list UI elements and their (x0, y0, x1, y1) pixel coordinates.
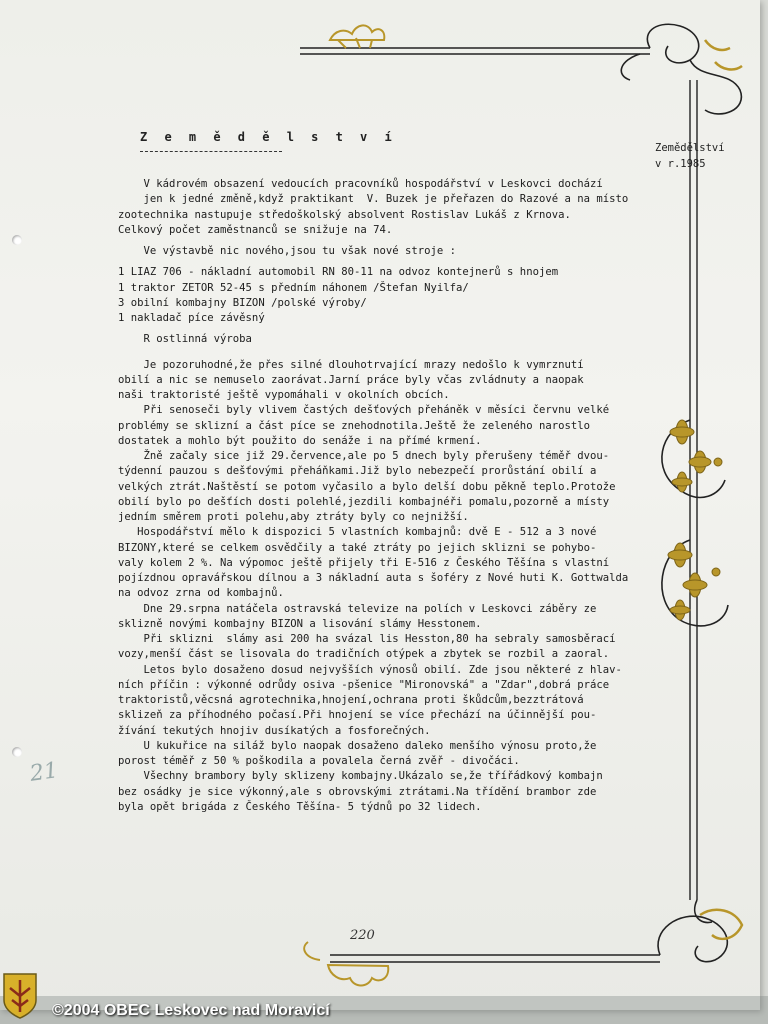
pencil-mark: 21 (28, 758, 60, 787)
text-line: 1 nakladač píce závěsný (118, 312, 265, 324)
line-gap (118, 348, 643, 358)
flower-ornament-upper (662, 420, 725, 497)
text-line: dostatek a mohlo být použito do senáže i na přímé krmení. (118, 434, 482, 447)
text-line: Žně začaly sice již 29.července,ale po 5 dnech byly přerušeny téměř dvou- (118, 450, 610, 462)
text-line: Hospodářství mělo k dispozici 5 vlastních kombajnů: dvě E - 512 a 3 nové (118, 526, 597, 539)
text-line: žívání tekutých hnojiv dusíkatých a fosforečných. (118, 724, 431, 737)
text-line: U kukuřice na siláž bylo naopak dosaženo daleko menšího výnosu proto,že (118, 739, 597, 752)
text-line: týdenní pauzou s dešťovými přeháňkami.Již bylo nebezpečí prorůstání obilí a (118, 465, 597, 478)
text-line: porost téměř z 50 % poškodila a povalela černá zvěř - divočáci. (118, 755, 520, 767)
copyright-text: ©2004 OBEC Leskovec nad Moravicí (52, 1002, 330, 1019)
text-line: Celkový počet zaměstnanců se snižuje na 74. (118, 223, 393, 236)
text-line: Všechny brambory byly sklizeny kombajny.Ukázalo se,že třířádkový kombajn (118, 770, 603, 783)
text-line: obilí a nic se nemuselo zaorávat.Jarní práce byly včas zvládnuty a naopak (118, 373, 584, 386)
text-line: Je pozoruhodné,že přes silné dlouhotrvající mrazy nedošlo k vymrznutí (118, 358, 584, 371)
text-line: velkých ztrát.Naštěstí se potom vyčasilo a bylo delší dobu pěkně teplo.Protože (118, 480, 616, 493)
typewritten-body (118, 177, 643, 815)
text-line: traktoristů,věcsná agrotechnika,hnojení,ochrana proti škůdcům,bezztrátová (118, 694, 584, 706)
text-line: sklizně novými kombajny BIZON a lisování slámy Hesstonem. (118, 617, 482, 630)
text-line: BIZONY,které se celkem osvědčily a také ztráty po jejich sklizni se pohybo- (118, 541, 597, 554)
page-number: 220 (350, 928, 375, 943)
text-line: obilí bylo po dešťích dosti polehlé,jezdili kombajnéři pomalu,pozorně a místy (118, 495, 610, 508)
text-line: naši traktoristé ještě vypomáhali v okolních obcích. (118, 389, 450, 401)
text-line: pojízdnou opravářskou dílnou a 3 nákladní auta s šoféry z Nové huti K. Gottwalda (118, 572, 629, 584)
text-line: sklizeň za příhodného počasí.Při hnojení se více přechází na účinnější pou- (118, 709, 597, 722)
text-line: Při sklizni slámy asi 200 ha svázal lis Hesston,80 ha sebraly samosběrací (118, 633, 616, 645)
text-line: 1 LIAZ 706 - nákladní automobil RN 80-11 na odvoz kontejnerů s hnojem (118, 266, 559, 279)
text-line: Ve výstavbě nic nového,jsou tu však nové stroje : (118, 245, 457, 257)
margin-note-line: v r.1985 (655, 158, 706, 170)
text-line: valy kolem 2 %. Na výpomoc ještě přijely tři E-516 z Českého Těšína s vlastní (118, 556, 610, 569)
leaf-ornament-bottom (304, 942, 388, 986)
text-line: 1 traktor ZETOR 52-45 s předním náhonem /Štefan Nyilfa/ (118, 281, 469, 294)
leaf-ornament-top (330, 25, 384, 48)
flower-ornament-lower (662, 540, 728, 626)
text-line: R ostlinná výroba (118, 333, 252, 346)
margin-note (655, 140, 725, 172)
text-line: jen k jedné změně,když praktikant V. Buzek je přeřazen do Razové a na místo (118, 193, 629, 206)
margin-note-line: Zemědělství (655, 142, 725, 154)
text-line: zootechnika nastupuje středoškolský absolvent Rostislav Lukáš z Krnova. (118, 208, 571, 221)
text-line: V kádrovém obsazení vedoucích pracovníků hospodářství v Leskovci dochází (118, 178, 603, 190)
text-line: vozy,menší část se lisovala do tradičních otýpek a zbytek se rozbil a zaoral. (118, 648, 610, 661)
text-line: Letos bylo dosaženo dosud nejvyšších výnosů obilí. Zde jsou některé z hlav- (118, 663, 622, 676)
title-underline (140, 151, 282, 152)
text-line: na odvoz zrna od kombajnů. (118, 587, 284, 600)
text-line: 3 obilní kombajny BIZON /polské výroby/ (118, 296, 367, 309)
text-line: ních příčin : výkonné odrůdy osiva -pšenice "Mironovská" a "Zdar",dobrá práce (118, 678, 610, 691)
text-line: Dne 29.srpna natáčela ostravská televize na polích v Leskovci záběry ze (118, 602, 597, 615)
text-line: byla opět brigáda z Českého Těšína- 5 týdnů po 32 lidech. (118, 800, 482, 813)
text-line: problémy se sklizní a část píce se znehodnotila.Ještě že zeleného narostlo (118, 419, 590, 432)
coat-of-arms-icon (2, 972, 38, 1020)
text-line: bez osádky je sice výkonný,ale s obrovskými ztrátami.Na třídění brambor zde (118, 785, 597, 798)
section-title: Z e m ě d ě l s t v í (140, 130, 397, 144)
text-line: Při senoseči byly vlivem častých dešťových přeháněk v měsíci červnu velké (118, 404, 610, 417)
text-line: jedním směrem proti polehu,aby ztráty byly co nejnižší. (118, 511, 469, 523)
